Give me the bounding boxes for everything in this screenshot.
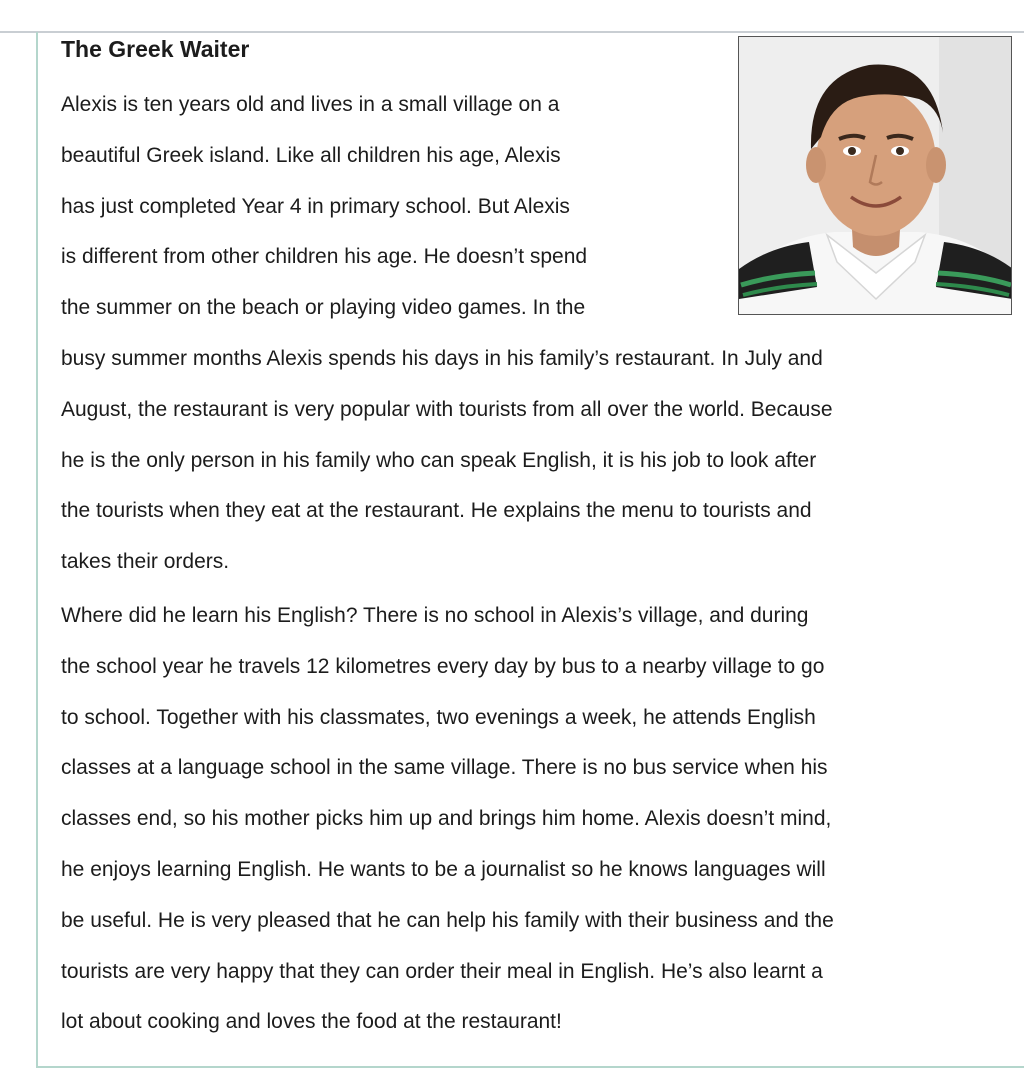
paragraph-2-line: be useful. He is very pleased that he can help his family with their business and the	[61, 908, 834, 932]
paragraph-1-line: beautiful Greek island. Like all children his age, Alexis	[61, 143, 561, 167]
paragraph-2-line: the school year he travels 12 kilometres every day by bus to a nearby village to go	[61, 654, 825, 678]
paragraph-2-line: Where did he learn his English? There is no school in Alexis’s village, and during	[61, 604, 809, 627]
paragraph-2-line: classes end, so his mother picks him up and brings him home. Alexis doesn’t mind,	[61, 807, 832, 831]
paragraph-1-line: August, the restaurant is very popular with tourists from all over the world. Because	[61, 397, 833, 421]
paragraph-1-line: takes their orders.	[61, 550, 230, 574]
paragraph-1-line: he is the only person in his family who can speak English, it is his job to look after	[61, 448, 817, 472]
paragraph-1-line: Alexis is ten years old and lives in a small village on a	[61, 93, 560, 116]
paragraph-2-line: lot about cooking and loves the food at the restaurant!	[61, 1010, 562, 1034]
paragraph-1	[61, 80, 833, 588]
paragraph-1-line: the summer on the beach or playing video games. In the	[61, 296, 586, 320]
paragraph-2-line: classes at a language school in the same village. There is no bus service when his	[61, 756, 828, 780]
article-title: The Greek Waiter	[61, 36, 250, 62]
paragraph-2-line: he enjoys learning English. He wants to be a journalist so he knows languages will	[61, 857, 826, 881]
paragraph-2-line: tourists are very happy that they can order their meal in English. He’s also learnt a	[61, 959, 823, 983]
paragraph-1-line: is different from other children his age. He doesn’t spend	[61, 245, 588, 269]
paragraph-1-line: busy summer months Alexis spends his days in his family’s restaurant. In July and	[61, 346, 823, 370]
paragraph-2-line: to school. Together with his classmates, two evenings a week, he attends English	[61, 705, 816, 729]
paragraph-1-line: has just completed Year 4 in primary school. But Alexis	[61, 194, 570, 218]
paragraph-1-line: the tourists when they eat at the restaurant. He explains the menu to tourists and	[61, 499, 812, 523]
paragraph-2	[61, 591, 834, 1048]
